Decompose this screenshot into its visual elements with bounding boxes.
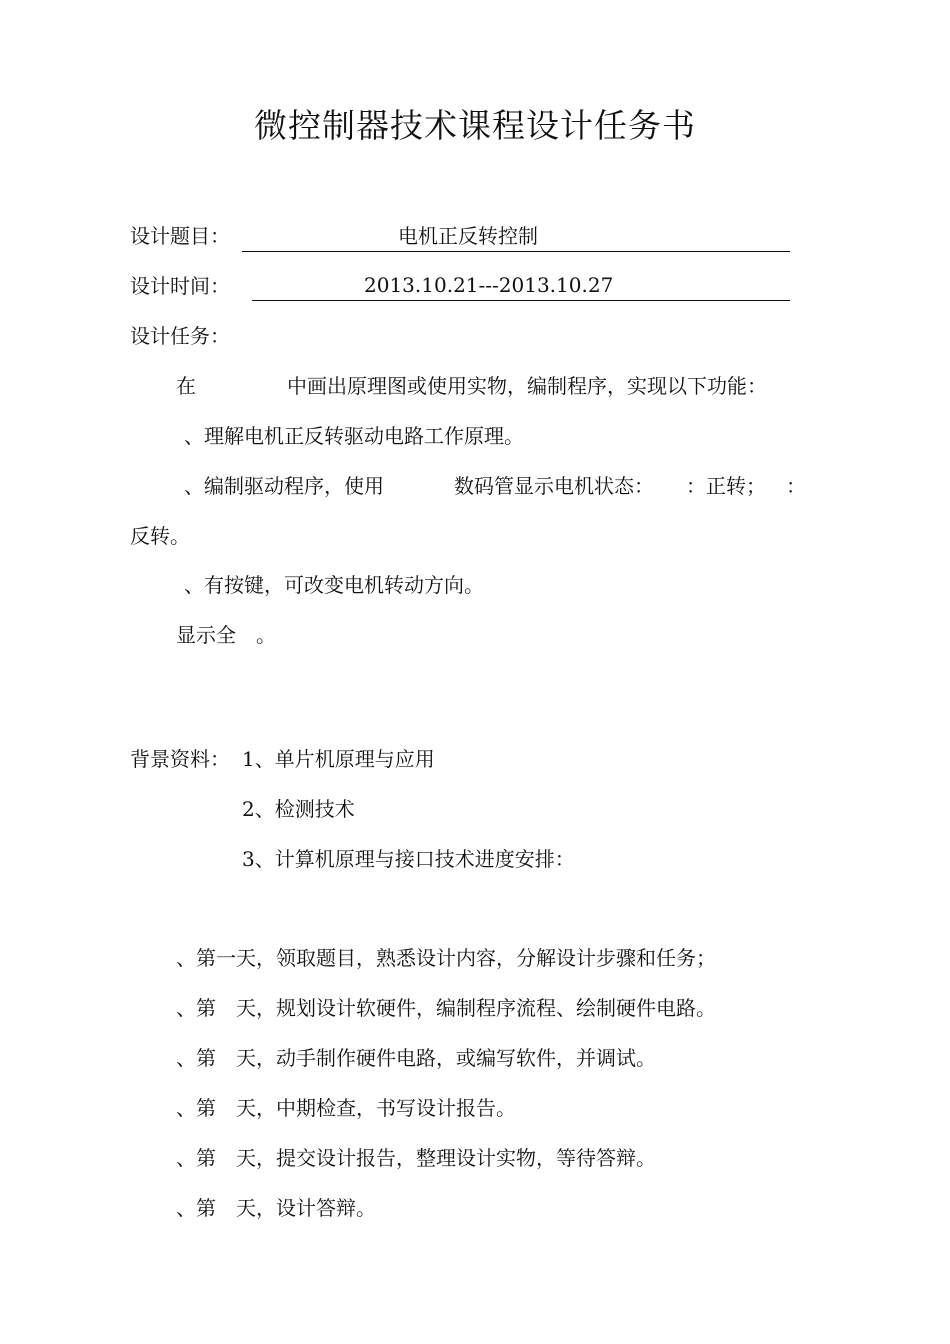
- task-item-2c: ：正转；: [686, 474, 766, 498]
- task-item-2b: 数码管显示电机状态：: [454, 474, 654, 498]
- task-intro-prefix: 在: [176, 374, 196, 398]
- background-ref-1: 1、单片机原理与应用: [242, 747, 435, 771]
- task-item-2-continued: 反转。: [130, 524, 190, 548]
- task-item-4b: 。: [256, 623, 276, 647]
- task-item-4a: 显示全: [176, 623, 236, 647]
- design-task-label: 设计任务：: [130, 324, 230, 348]
- document-title: 微控制器技术课程设计任务书: [254, 106, 696, 145]
- schedule-item: 、第 天，中期检查，书写设计报告。: [176, 1096, 516, 1120]
- task-item-3: 、有按键，可改变电机转动方向。: [184, 573, 484, 597]
- task-item-2d: ：: [786, 474, 806, 498]
- schedule-item: 、第 天，动手制作硬件电路，或编写软件，并调试。: [176, 1046, 656, 1070]
- background-label: 背景资料：: [130, 747, 230, 771]
- background-ref-2: 2、检测技术: [242, 797, 355, 821]
- schedule-item: 、第一天，领取题目，熟悉设计内容，分解设计步骤和任务；: [176, 946, 716, 970]
- design-topic-value: 电机正反转控制: [398, 224, 538, 248]
- design-topic-field: [242, 221, 790, 252]
- schedule-item: 、第 天，设计答辩。: [176, 1196, 376, 1220]
- task-item-1: 、理解电机正反转驱动电路工作原理。: [184, 424, 524, 448]
- schedule-item: 、第 天，规划设计软硬件，编制程序流程、绘制硬件电路。: [176, 996, 716, 1020]
- design-time-value: 2013.10.21---2013.10.27: [364, 273, 614, 297]
- schedule-item: 、第 天，提交设计报告，整理设计实物，等待答辩。: [176, 1146, 656, 1170]
- task-intro-suffix: 中画出原理图或使用实物，编制程序，实现以下功能：: [287, 374, 767, 398]
- design-time-field: [252, 270, 790, 301]
- task-item-2a: 、编制驱动程序，使用: [184, 474, 384, 498]
- design-topic-label: 设计题目：: [130, 224, 230, 248]
- background-ref-3: 3、计算机原理与接口技术进度安排：: [242, 847, 575, 871]
- design-time-label: 设计时间：: [130, 274, 230, 298]
